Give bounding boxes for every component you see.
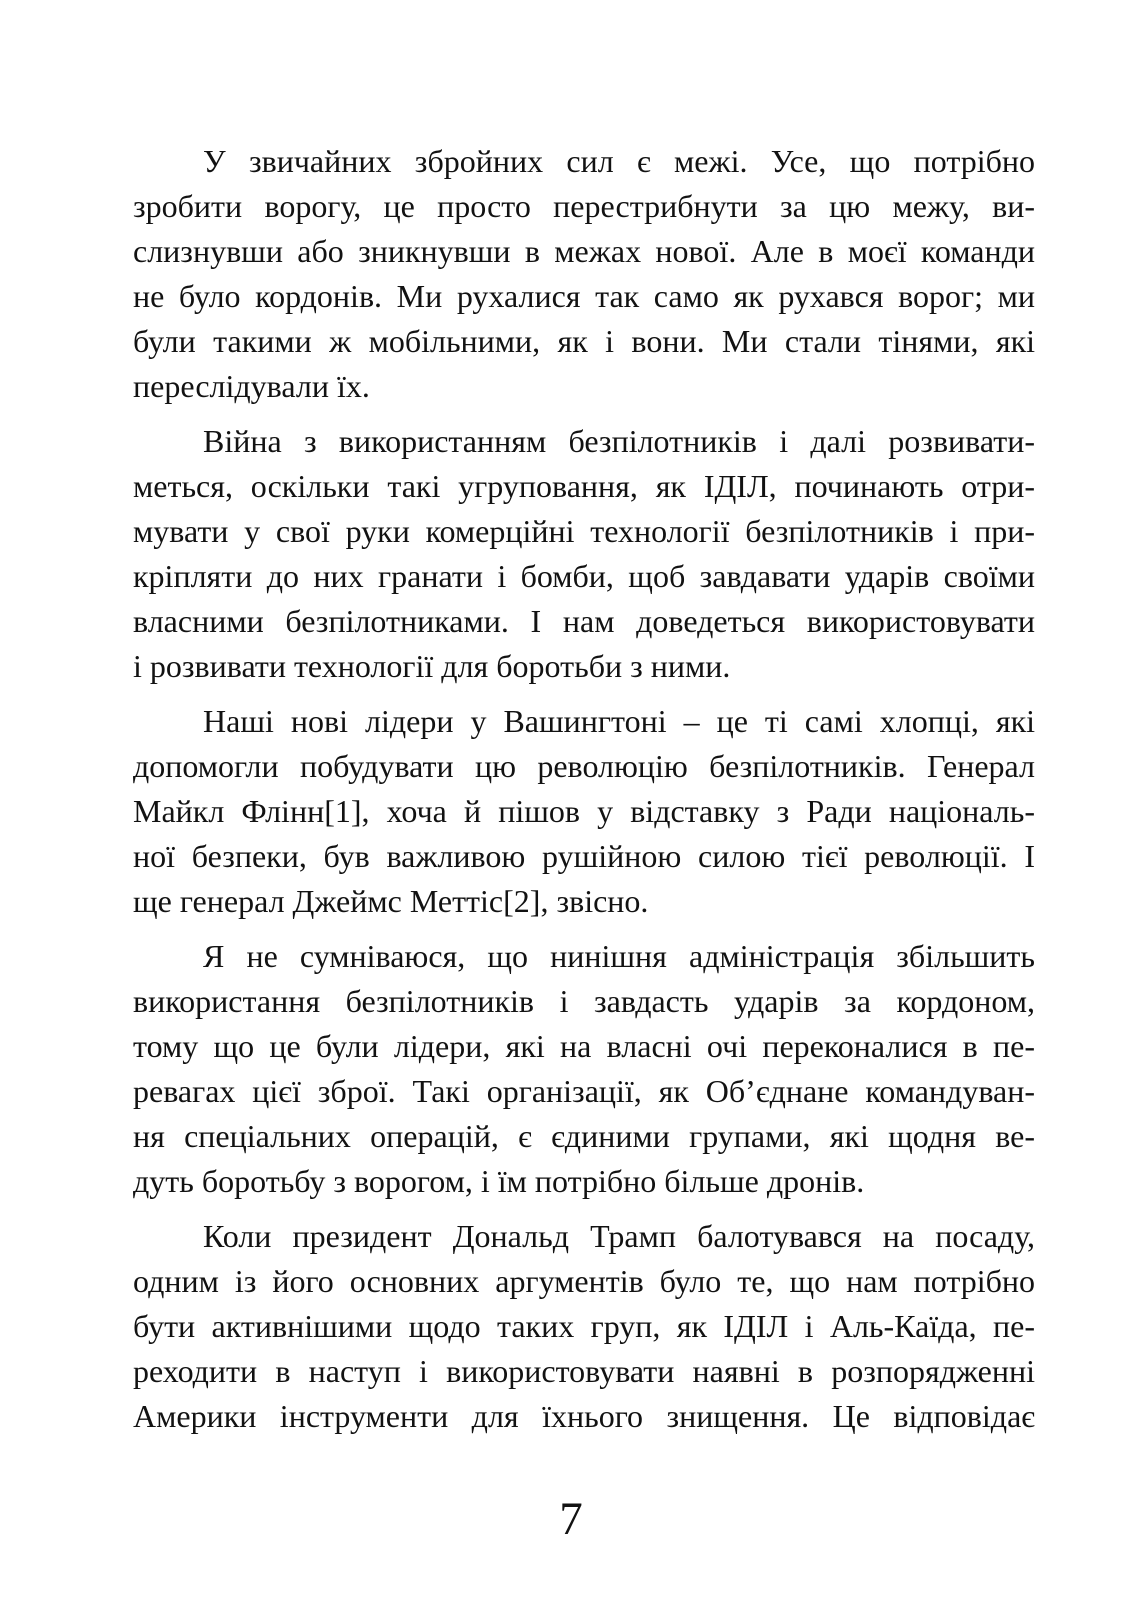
text-line: одним із його основних аргументів було те, що нам потрібно: [133, 1263, 1035, 1299]
paragraph: [133, 699, 1035, 924]
text-line: Майкл Флінн[1], хоча й пішов у відставку з Ради національ-: [133, 793, 1035, 829]
text-line: ще генерал Джеймс Меттіс[2], звісно.: [133, 883, 649, 919]
text-line: зробити ворогу, це просто перестрибнути за цю межу, ви-: [133, 188, 1035, 224]
text-line: Я не сумніваюся, що нинішня адміністрація збільшить: [203, 938, 1035, 974]
text-line: реходити в наступ і використовувати наявні в розпорядженні: [133, 1353, 1035, 1389]
page-footer: [0, 1494, 1142, 1544]
text-line: ної безпеки, був важливою рушійною силою тієї революції. І: [133, 838, 1035, 874]
paragraph: [133, 139, 1035, 409]
text-line: дуть боротьбу з ворогом, і їм потрібно більше дронів.: [133, 1163, 865, 1199]
text-line: ревагах цієї зброї. Такі організації, як Об’єднане командуван-: [133, 1073, 1035, 1109]
text-line: Америки інструменти для їхнього знищення. Це відповідає: [133, 1398, 1035, 1434]
paragraph: [133, 934, 1035, 1204]
text-line: меться, оскільки такі угруповання, як ІДІЛ, починають отри-: [133, 468, 1035, 504]
text-line: бути активнішими щодо таких груп, як ІДІЛ і Аль-Каїда, пе-: [133, 1308, 1035, 1344]
page-number: 7: [559, 1493, 583, 1545]
text-line: кріпляти до них гранати і бомби, щоб завдавати ударів своїми: [133, 558, 1035, 594]
text-line: мувати у свої руки комерційні технології безпілотників і при-: [133, 513, 1035, 549]
text-line: Коли президент Дональд Трамп балотувався на посаду,: [203, 1218, 1035, 1254]
text-line: Наші нові лідери у Вашингтоні – це ті самі хлопці, які: [203, 703, 1035, 739]
text-line: були такими ж мобільними, як і вони. Ми стали тінями, які: [133, 323, 1035, 359]
text-line: ня спеціальних операцій, є єдиними групами, які щодня ве-: [133, 1118, 1035, 1154]
text-line: тому що це були лідери, які на власні очі переконалися в пе-: [133, 1028, 1035, 1064]
text-line: допомогли побудувати цю революцію безпілотників. Генерал: [133, 748, 1035, 784]
text-line: У звичайних збройних сил є межі. Усе, що потрібно: [203, 143, 1035, 179]
text-line: переслідували їх.: [133, 368, 370, 404]
text-line: не було кордонів. Ми рухалися так само як рухався ворог; ми: [133, 278, 1035, 314]
text-line: використання безпілотників і завдасть ударів за кордоном,: [133, 983, 1035, 1019]
text-line: і розвивати технології для боротьби з ними.: [133, 648, 731, 684]
paragraph: [133, 1214, 1035, 1439]
text-line: власними безпілотниками. І нам доведеться використовувати: [133, 603, 1035, 639]
paragraph: [133, 419, 1035, 689]
text-line: Війна з використанням безпілотників і далі розвивати-: [203, 423, 1035, 459]
text-line: слизнувши або зникнувши в межах нової. Але в моєї команди: [133, 233, 1035, 269]
page-text: [133, 139, 1035, 1449]
